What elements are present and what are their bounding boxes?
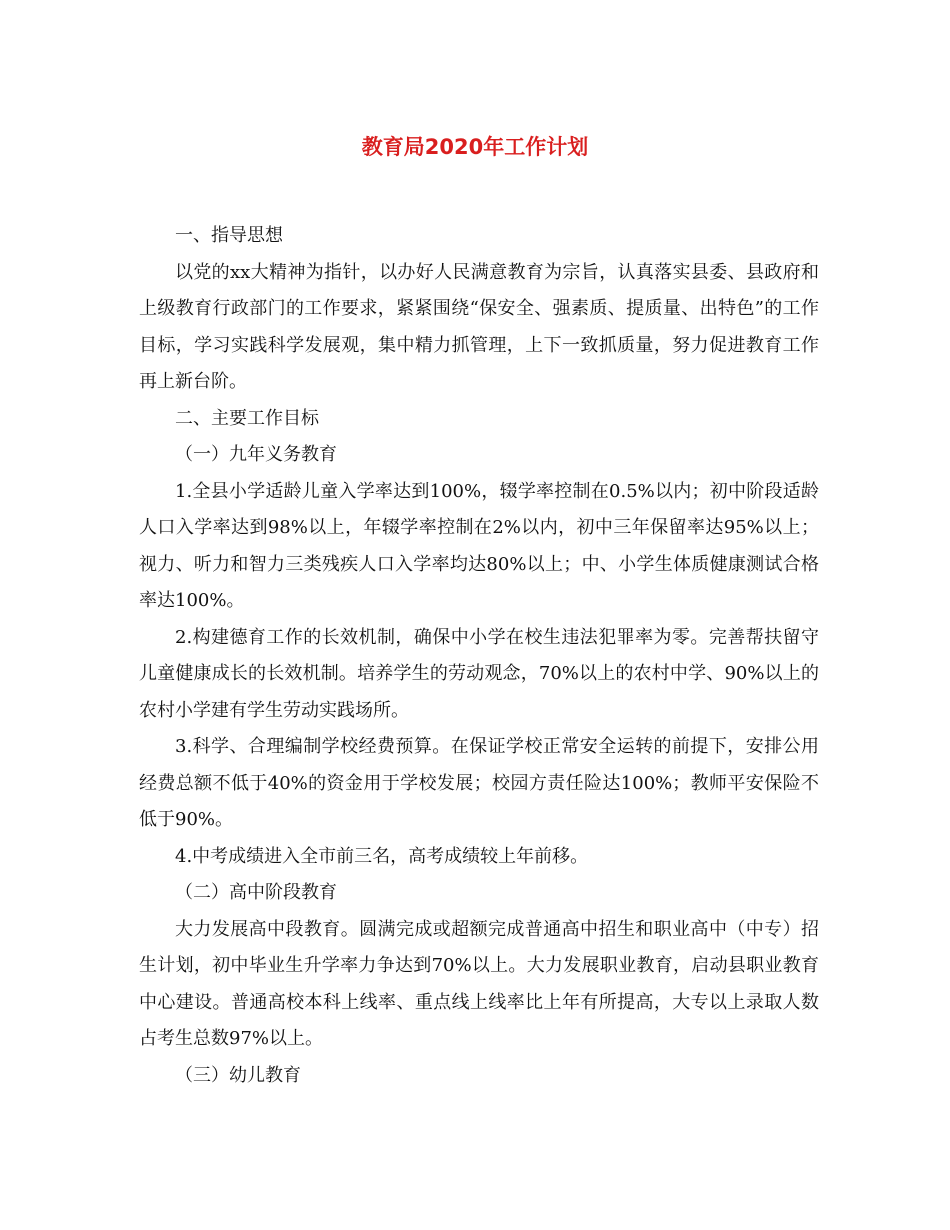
document-body — [139, 218, 819, 1094]
subsection-heading-compulsory-education: （一）九年义务教育 — [175, 444, 337, 465]
subsection-heading-high-school: （二）高中阶段教育 — [175, 882, 337, 903]
section-heading-main-goals: 二、主要工作目标 — [175, 407, 319, 429]
paragraph-item-3: 3.科学、合理编制学校经费预算。在保证学校正常安全运转的前提下，安排公用经费总额不低于40%的资金用于学校发展；校园方责任险达100%；教师平安保险不低于90%。 — [139, 736, 819, 830]
section-heading-guiding-ideology: 一、指导思想 — [175, 225, 283, 246]
document-title: 教育局2020年工作计划 — [361, 135, 589, 159]
paragraph-guiding-ideology: 以党的xx大精神为指针，以办好人民满意教育为宗旨，认真落实县委、县政府和上级教育行政部门的工作要求，紧紧围绕“保安全、强素质、提质量、出特色”的工作目标，学习实践科学发展观，集中精力抓管理，上下一致抓质量，努力促进教育工作再上新台阶。 — [139, 261, 819, 392]
paragraph-high-school: 大力发展高中段教育。圆满完成或超额完成普通高中招生和职业高中（中专）招生计划，初中毕业生升学率力争达到70%以上。大力发展职业教育，启动县职业教育中心建设。普通高校本科上线率、重点线上线率比上年有所提高，大专以上录取人数占考生总数97%以上。 — [139, 918, 819, 1049]
paragraph-item-1: 1.全县小学适龄儿童入学率达到100%，辍学率控制在0.5%以内；初中阶段适龄人口入学率达到98%以上，年辍学率控制在2%以内，初中三年保留率达95%以上；视力、听力和智力三类残疾人口入学率均达80%以上；中、小学生体质健康测试合格率达100%。 — [139, 480, 819, 611]
paragraph-item-4: 4.中考成绩进入全市前三名，高考成绩较上年前移。 — [175, 845, 589, 867]
subsection-heading-preschool: （三）幼儿教育 — [175, 1064, 301, 1086]
paragraph-item-2: 2.构建德育工作的长效机制，确保中小学在校生违法犯罪率为零。完善帮扶留守儿童健康成长的长效机制。培养学生的劳动观念，70%以上的农村中学、90%以上的农村小学建有学生劳动实践场所。 — [139, 626, 819, 721]
